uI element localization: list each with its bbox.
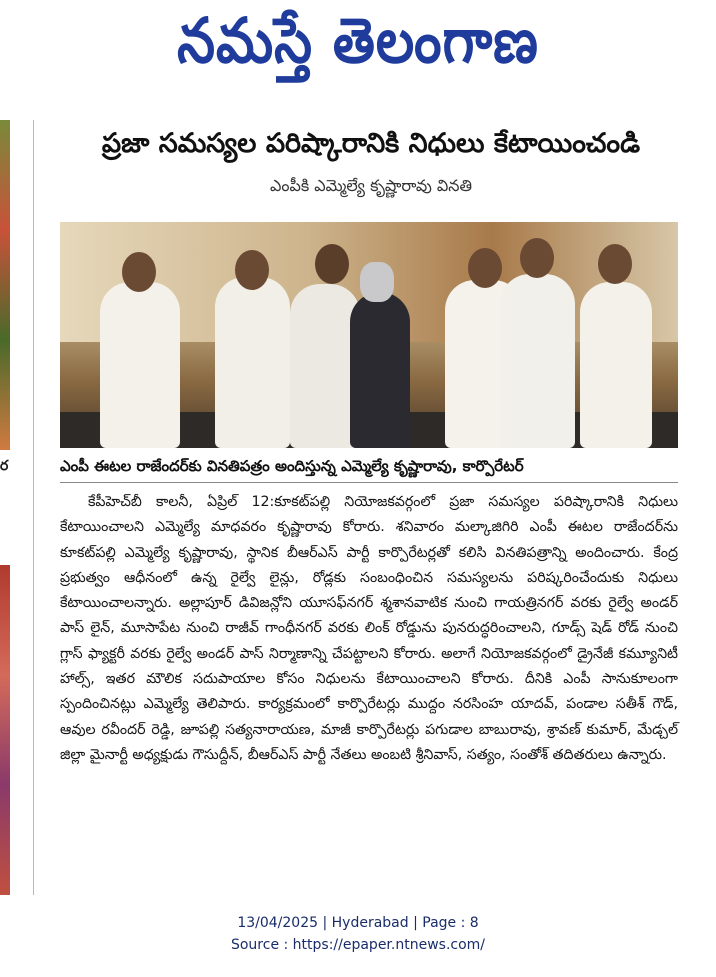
photo-person-head: [315, 244, 349, 284]
page-footer: [0, 912, 716, 956]
photo-person-head: [598, 244, 632, 284]
article-subheadline: ఎంపీకి ఎమ్మెల్యే కృష్ణారావు వినతి: [269, 176, 473, 195]
photo-person-head: [235, 250, 269, 290]
article-photo: [60, 222, 678, 448]
photo-person-head: [360, 262, 394, 302]
article-headline: ప్రజా సమస్యల పరిష్కారానికి నిధులు కేటాయించండి: [101, 128, 641, 159]
adjacent-caption-fragment: ర: [0, 458, 9, 474]
photo-person-head: [520, 238, 554, 278]
photo-person-head: [122, 252, 156, 292]
photo-person: [500, 274, 575, 448]
caption-rule: [60, 482, 678, 483]
photo-caption: ఎంపీ ఈటల రాజేందర్‌కు వినతిపత్రం అందిస్తున్న ఎమ్మెల్యే కృష్ణారావు, కార్పొరేటర్: [60, 457, 524, 475]
photo-person: [580, 282, 652, 448]
footer-source-link[interactable]: Source : https://epaper.ntnews.com/: [230, 937, 486, 953]
article-body: కేపీహెచ్‌బీ కాలనీ, ఏప్రిల్ 12:కూకట్‌పల్లి నియోజకవర్గంలో ప్రజా సమస్యల పరిష్కారానికి నిధులు కేటాయించాలని ఎమ్మెల్యే మాధవరం కృష్ణారావు కోరారు. శనివారం మల్కాజిగిరి ఎంపీ ఈటల రాజేందర్‌ను కూకట్‌పల్లి ఎమ్మెల్యే కృష్ణారావు, స్థానిక బీఆర్‌ఎస్ పార్టీ కార్పొరేటర్లతో కలిసి వినతిపత్రాన్ని అందించారు. కేంద్ర ప్రభుత్వం ఆధీనంలో ఉన్న రైల్వే లైన్లు, రోడ్లకు సంబంధించిన సమస్యలను పరిష్కరించేందుకు నిధులు కేటాయించాలన్నారు. అల్లాపూర్ డివిజన్లోని యూసఫ్‌నగర్ శ్మశానవాటిక నుంచి గాయత్రినగర్ వరకు రైల్వే అండర్ పాస్ లైన్, మూసాపేట నుంచి రాజీవ్ గాంధీనగర్ వరకు లింక్ రోడ్డును పునరుద్ధరించాలని, గూడ్స్ షెడ్ రోడ్ నుంచి గ్లాస్ ఫ్యాక్టరీ వరకు రైల్వే అండర్ పాస్ నిర్మాణాన్ని చేపట్టాలని కోరారు. అలాగే నియోజకవర్గంలో డ్రైనేజీ కమ్యూనిటీ హాల్స్, ఇతర మౌలిక సదుపాయాల కోసం నిధులను కేటాయించాలని కోరారు. దీనికి ఎంపీ సానుకూలంగా స్పందించినట్లు ఎమ్మెల్యే తెలిపారు. కార్యక్రమంలో కార్పొరేటర్లు ముద్దం నరసింహ యాదవ్, పండాల సతీశ్ గౌడ్, ఆవుల రవీందర్ రెడ్డి, జూపల్లి సత్యనారాయణ, మాజీ కార్పొరేటర్లు పగుడాల బాబురావు, శ్రావణ్ కుమార్, మేడ్చల్ జిల్లా మైనార్టీ అధ్యక్షుడు గౌసుద్దీన్, బీఆర్‌ఎస్ పార్టీ నేతలు అంబటి శ్రీనివాస్, సత్యం, సంతోశ్ తదితరులు ఉన్నారు.: [60, 494, 678, 763]
photo-person: [215, 277, 290, 448]
adjacent-article-strip: [0, 120, 10, 895]
footer-edition-info: 13/04/2025 | Hyderabad | Page : 8: [237, 915, 479, 931]
adjacent-photo-bottom: [0, 565, 10, 895]
masthead: [0, 0, 716, 95]
column-divider: [33, 120, 34, 895]
photo-person: [100, 282, 180, 448]
photo-person-head: [468, 248, 502, 288]
photo-person: [350, 292, 410, 448]
adjacent-photo-top: [0, 120, 10, 450]
newspaper-logo: నమస్తే తెలంగాణ: [177, 2, 539, 77]
